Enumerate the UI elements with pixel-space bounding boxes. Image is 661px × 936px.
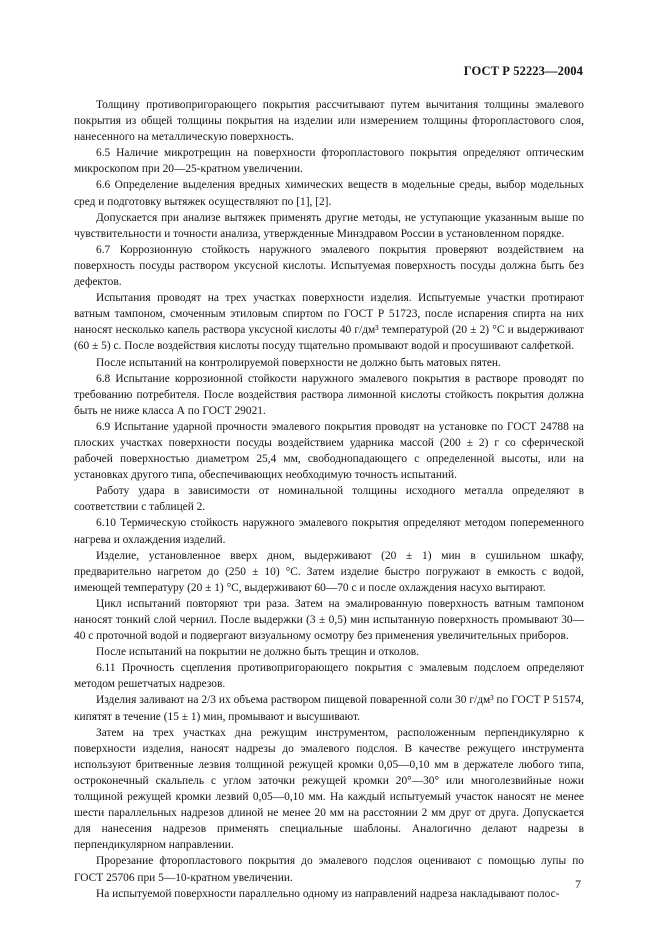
paragraph-6-6: 6.6 Определение выделения вредных химических веществ в модельные среды, выбор модельных сред и подготовку вытяжек осуществляют по [1], [2]. <box>74 179 584 208</box>
paragraph-6-9: 6.9 Испытание ударной прочности эмалевого покрытия проводят на установке по ГОСТ 24788 на плоских участках поверхности посуды воздействием ударника массой (200 ± 2) г со сферической рабочей поверхностью диаметром 25,4 мм, свободнопадающего с определенной высоты, или на установках другого типа, обеспечивающих необходимую точность испытаний. <box>74 420 584 482</box>
paragraph-6-5: 6.5 Наличие микротрещин на поверхности фторопластового покрытия определяют оптическим микроскопом при 20—25-кратном увеличении. <box>74 147 584 176</box>
paragraph-6-11: 6.11 Прочность сцепления противопригорающего покрытия с эмалевым подслоем определяют методом решетчатых надрезов. <box>74 662 584 691</box>
document-code-header: ГОСТ Р 52223—2004 <box>463 64 583 78</box>
paragraph-magnifier-check: Прорезание фторопластового покрытия до эмалевого подслоя оценивают с помощью лупы по ГОСТ 25706 при 5—10-кратном увеличении. <box>74 855 584 884</box>
paragraph-salt-solution: Изделия заливают на 2/3 их объема раствором пищевой поваренной соли 30 г/дм³ по ГОСТ Р 51574, кипятят в течение (15 ± 1) мин, промывают и высушивают. <box>74 694 584 723</box>
document-body <box>74 97 584 902</box>
paragraph-coating-thickness: Толщину противопригорающего покрытия рассчитывают путем вычитания толщины эмалевого покрытия из общей толщины покрытия на изделии или измерением толщины фторопластового слоя, нанесенного на металлическую поверхность. <box>74 99 584 144</box>
paragraph-test-cycle: Цикл испытаний повторяют три раза. Затем на эмалированную поверхность ватным тампоном наносят тонкий слой чернил. После выдержки (3 ± 0,5) мин испытанную поверхность промывают 30—40 с проточной водой и подвергают визуальному осмотру без применения увеличительных приборов. <box>74 597 584 643</box>
paragraph-alt-methods: Допускается при анализе вытяжек применять другие методы, не уступающие указанным выше по чувствительности и точности анализа, утвержденные Минздравом России в установленном порядке. <box>74 211 584 240</box>
paragraph-no-cracks: После испытаний на покрытии не должно быть трещин и отколов. <box>96 646 419 659</box>
paragraph-acid-test: Испытания проводят на трех участках поверхности изделия. Испытуемые участки протирают ватным тампоном, смоченным этиловым спиртом по ГОСТ Р 51723, после испарения спирта на них наносят несколько капель раствора уксусной кислоты 40 г/дм³ температурой (20 ± 2) °С и выдерживают (60 ± 5) с. После воздействия кислоты посуду тщательно промывают водой и просушивают салфеткой. <box>74 292 584 353</box>
paragraph-cutting-procedure: Затем на трех участках дна режущим инструментом, расположенным перпендикулярно к поверхности изделия, наносят надрезы до эмалевого подслоя. В качестве режущего инструмента используют бритвенные лезвия толщиной режущей кромки 0,05—0,10 мм в держателе любого типа, остроконечный скальпель с углом заточки режущей кромки 20°—30° или многолезвийные ножи толщиной режущей кромки лезвий 0,05—0,10 мм. На каждый испытуемый участок наносят не менее шести параллельных надрезов длиной не менее 20 мм на расстоянии 2 мм друг от друга. Допускается для нанесения надрезов применять специальные шаблоны. Аналогично делают надрезы в перпендикулярном направлении. <box>74 726 584 852</box>
paragraph-6-7: 6.7 Коррозионную стойкость наружного эмалевого покрытия проверяют воздействием на поверхность посуды раствором уксусной кислоты. Испытуемая поверхность посуды должна быть без дефектов. <box>74 243 584 289</box>
paragraph-impact-work: Работу удара в зависимости от номинальной толщины исходного металла определяют в соответствии с таблицей 2. <box>74 485 584 514</box>
paragraph-no-matte-spots: После испытаний на контролируемой поверхности не должно быть матовых пятен. <box>96 356 501 369</box>
page-number: 7 <box>575 877 581 891</box>
paragraph-heating-procedure: Изделие, установленное вверх дном, выдерживают (20 ± 1) мин в сушильном шкафу, предварительно нагретом до (250 ± 10) °С. Затем изделие быстро погружают в емкость с водой, имеющей температуру (20 ± 1) °С, выдерживают 60—70 с и после охлаждения насухо вытирают. <box>74 549 584 594</box>
paragraph-6-8: 6.8 Испытание коррозионной стойкости наружного эмалевого покрытия в растворе проводят по требованию потребителя. После воздействия раствора лимонной кислоты стойкость покрытия должна быть не ниже класса А по ГОСТ 29021. <box>74 372 584 417</box>
paragraph-tape-application: На испытуемой поверхности параллельно одному из направлений надреза накладывают полос- <box>96 887 560 900</box>
paragraph-6-10: 6.10 Термическую стойкость наружного эмалевого покрытия определяют методом попеременного нагрева и охлаждения изделий. <box>74 517 584 546</box>
